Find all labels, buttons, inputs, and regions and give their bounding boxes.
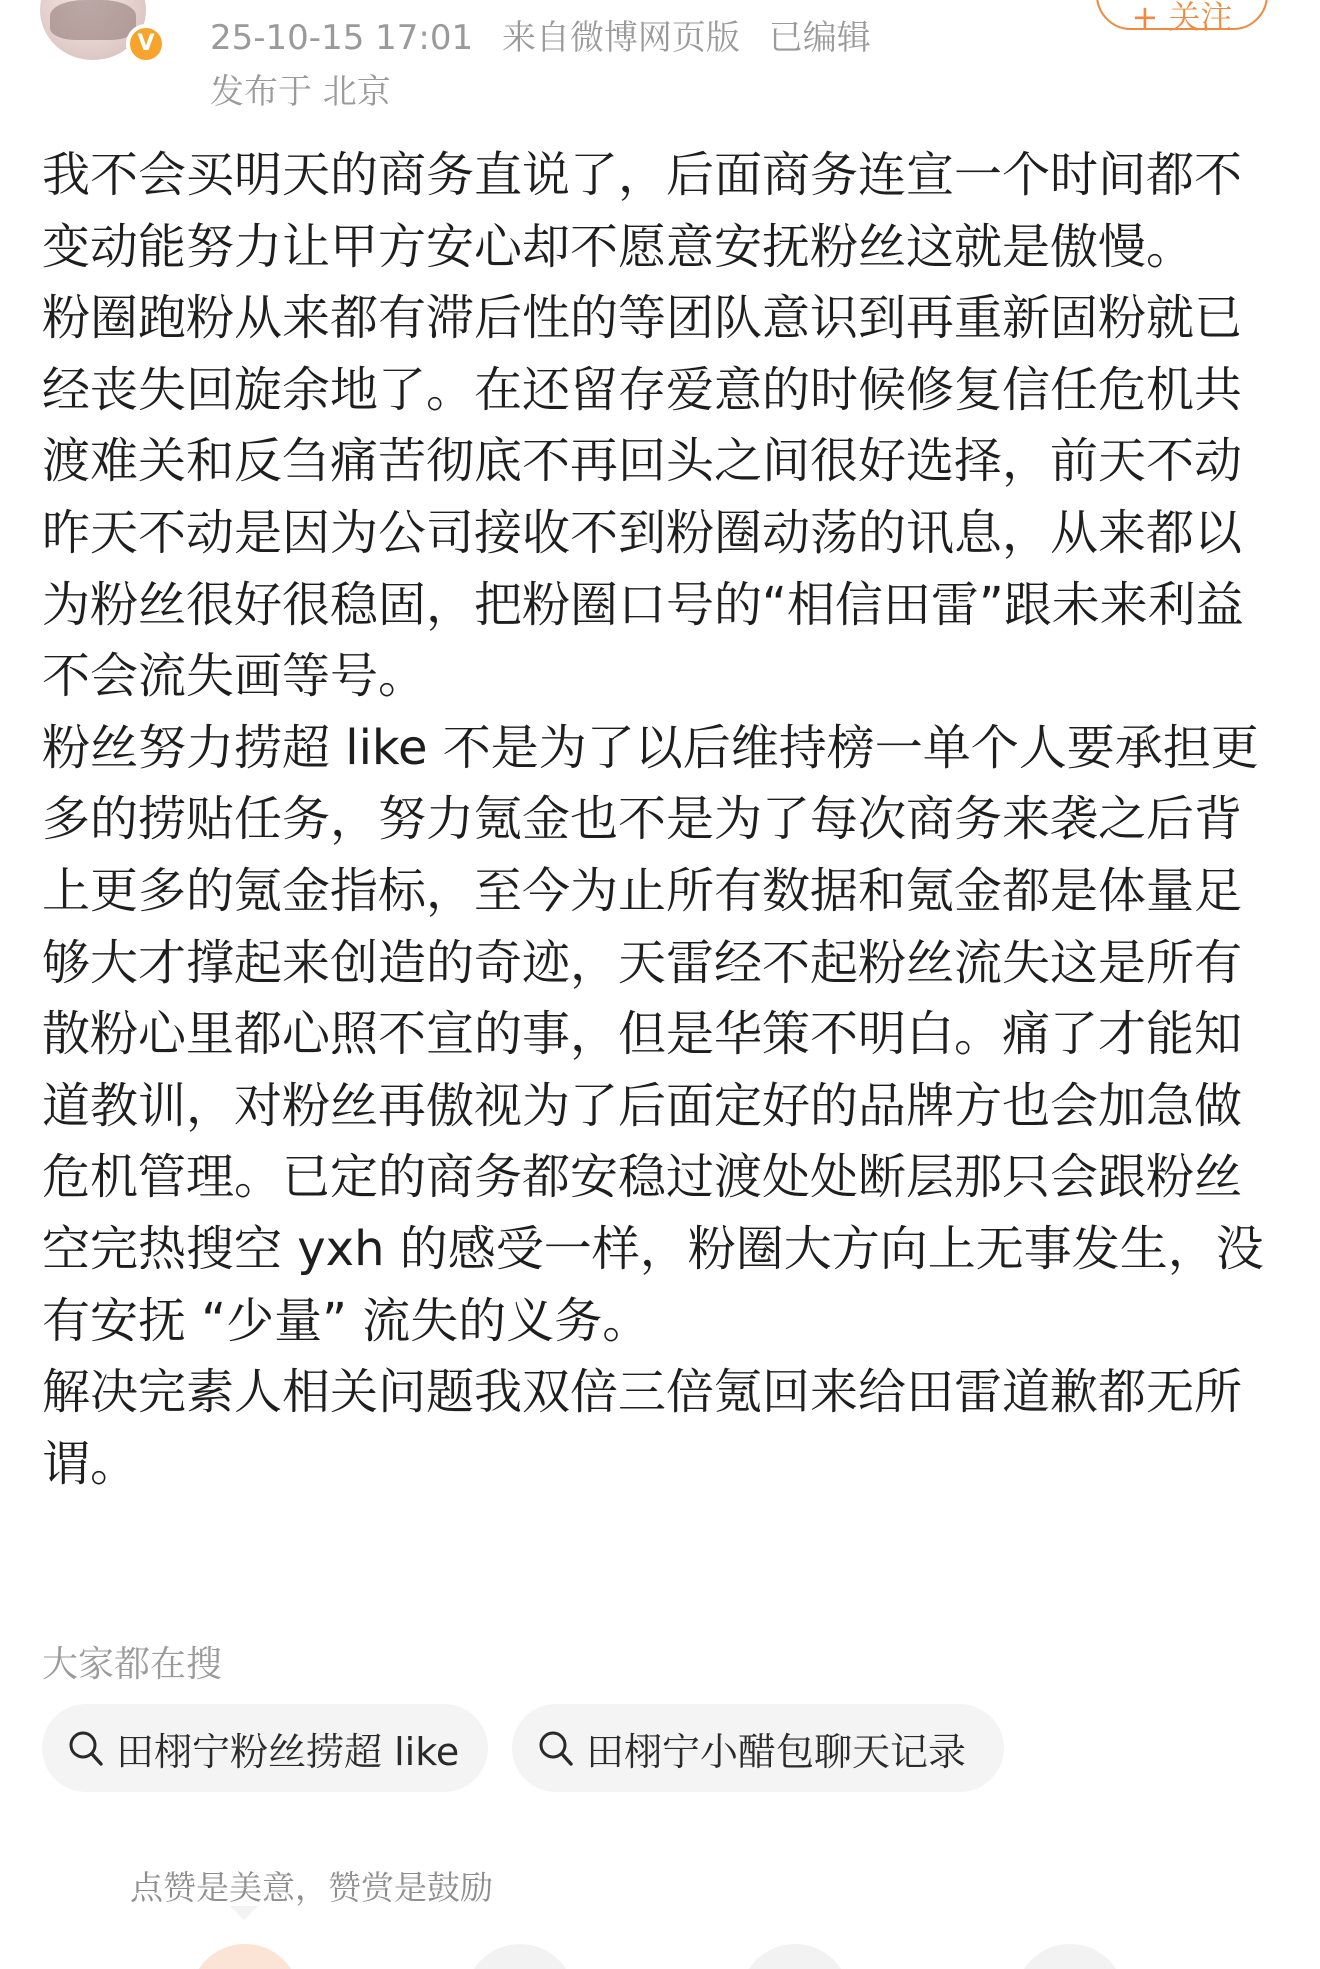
post-location: 发布于 北京 bbox=[210, 72, 391, 112]
trending-search-chip[interactable] bbox=[512, 1704, 1004, 1792]
trending-search-label: 田栩宁小醋包聊天记录 bbox=[586, 1729, 967, 1774]
post-timestamp: 25-10-15 17:01 bbox=[210, 18, 474, 58]
search-icon bbox=[68, 1728, 104, 1768]
reaction-button[interactable] bbox=[465, 1944, 575, 1969]
reaction-button[interactable] bbox=[740, 1944, 850, 1969]
post-source[interactable]: 来自微博网页版 bbox=[501, 18, 740, 58]
reaction-button[interactable] bbox=[1015, 1944, 1125, 1969]
trending-searches bbox=[42, 1704, 1004, 1792]
caption-pointer bbox=[230, 1906, 258, 1920]
post-paragraph: 粉圈跑粉从来都有滞后性的等团队意识到再重新固粉就已经丧失回旋余地了。在还留存爱意的时候修复信任危机共渡难关和反刍痛苦彻底不再回头之间很好选择，前天不动昨天不动是因为公司接收不到粉圈动荡的讯息，从来都以为粉丝很好很稳固，把粉圈口号的“相信田雷”跟未来利益不会流失画等号。 bbox=[42, 290, 1244, 705]
follow-button[interactable]: + 关注 bbox=[1096, 0, 1268, 30]
trending-title: 大家都在搜 bbox=[42, 1644, 223, 1685]
post-paragraph: 我不会买明天的商务直说了，后面商务连宣一个时间都不变动能努力让甲方安心却不愿意安抚粉丝这就是傲慢。 bbox=[42, 147, 1243, 275]
reward-caption: 点赞是美意，赞赏是鼓励 bbox=[130, 1868, 493, 1907]
edited-label[interactable]: 已编辑 bbox=[768, 18, 871, 58]
avatar-image bbox=[50, 0, 136, 40]
trending-search-chip[interactable] bbox=[42, 1704, 488, 1792]
like-reaction-button[interactable] bbox=[190, 1944, 300, 1969]
verified-badge-icon: V bbox=[126, 24, 166, 64]
post-content bbox=[42, 140, 1282, 1500]
post-paragraph: 粉丝努力捞超 like 不是为了以后维持榜一单个人要承担更多的捞贴任务，努力氪金也不是为了每次商务来袭之后背上更多的氪金指标，至今为止所有数据和氪金都是体量足够大才撑起来创造的奇迹，天雷经不起粉丝流失这是所有散粉心里都心照不宣的事，但是华策不明白。痛了才能知道教训，对粉丝再傲视为了后面定好的品牌方也会加急做危机管理。已定的商务都安稳过渡处处断层那只会跟粉丝空完热搜空 yxh 的感受一样，粉圈大方向上无事发生，没有安抚 “少量” 流失的义务。 bbox=[42, 719, 1264, 1349]
post-paragraph: 解决完素人相关问题我双倍三倍氪回来给田雷道歉都无所谓。 bbox=[42, 1364, 1243, 1492]
search-icon bbox=[538, 1728, 574, 1768]
trending-search-label: 田栩宁粉丝捞超 like bbox=[116, 1729, 460, 1774]
post-meta bbox=[210, 10, 889, 59]
